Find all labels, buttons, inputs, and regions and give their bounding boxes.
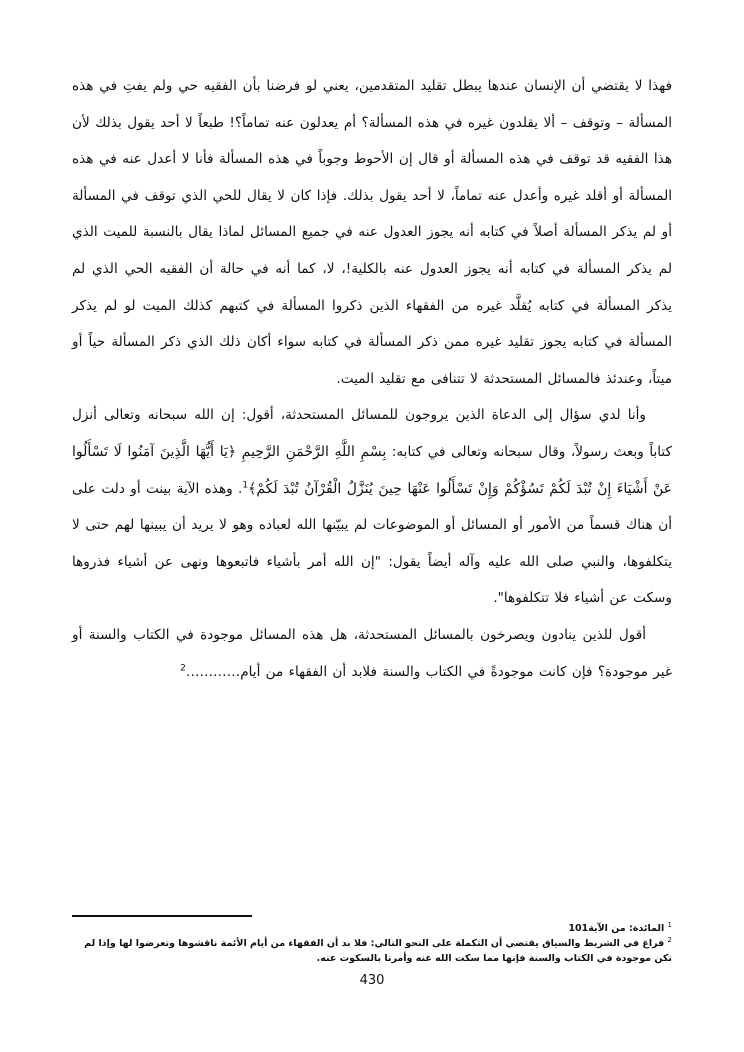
footnote-text: فراغ في الشريط والسياق يقتضي أن التكملة على النحو التالي: فلا بد أن الفقهاء من أيام الأئمة ناقشوها وتعرضوا لها وإذا لم تكن موجودة في الكتاب والسنة فإنها مما سكت الله عنه وأمرنا بالسكوت عنه. <box>84 938 672 964</box>
footnotes <box>72 921 672 966</box>
paragraph-2-intro: وأنا لدي سؤال إلى الدعاة الذين يروجون للمسائل المستحدثة، أقول: إن الله سبحانه وتعالى أنزل كتاباً وبعث رسولاً، وقال سبحانه وتعالى في كتابه: <box>72 407 672 460</box>
footnote-1 <box>72 921 672 936</box>
paragraph-3 <box>72 617 672 690</box>
page-number: 430 <box>359 973 385 988</box>
paragraph-2 <box>72 397 672 617</box>
footnote-ref-2[interactable]: 2 <box>180 662 186 673</box>
footnote-text: المائدة: من الآية101 <box>568 923 665 934</box>
footnote-number: 2 <box>667 935 672 944</box>
paragraph-3-text: أقول للذين ينادون ويصرخون بالمسائل المستحدثة، هل هذه المسائل موجودة في الكتاب والسنة أو غير موجودة؟ فإن كانت موجودةً في الكتاب والسنة فلابد أن الفقهاء من أيام <box>72 626 672 680</box>
footnote-ref-1[interactable]: 1 <box>242 480 249 490</box>
quran-verse: بِسْمِ اللَّهِ الرَّحْمَنِ الرَّحِيمِ ﴿يَا أَيُّهَا الَّذِينَ آمَنُوا لَا تَسْأَلُوا عَنْ أَشْيَاءَ إِنْ تُبْدَ لَكُمْ تَسُؤْكُمْ وَإِنْ تَسْأَلُوا عَنْهَا حِينَ يُنَزَّلُ الْقُرْآنُ تُبْدَ لَكُمْ﴾ <box>72 443 672 497</box>
footnote-number: 1 <box>667 920 672 929</box>
footnote-separator <box>72 915 252 917</box>
paragraph-2-continuation: . وهذه الآية بينت أو دلت على أن هناك قسماً من الأمور أو المسائل أو الموضوعات لم يبيّنها الله لعباده وهو لا يريد أن يبينها لهم حتى لا يتكلفوها، والنبي صلى الله عليه وآله أيضاً يقول: "إن الله أمر بأشياء فاتبعوها ونهى عن أشياء فذروها وسكت عن أشياء فلا تتكلفوها". <box>72 480 672 607</box>
ellipsis-dots: ………… <box>185 663 241 680</box>
footnote-2 <box>72 936 672 966</box>
main-text <box>72 68 672 690</box>
paragraph-1: فهذا لا يقتضي أن الإنسان عندها يبطل تقليد المتقدمين، يعني لو فرضنا بأن الفقيه حي ولم يفتِ في هذه المسألة – وتوقف – ألا يقلدون غيره في هذه المسألة؟ أم يعدلون عنه تماماً؟! طبعاً لا أحد يقول بذلك لأن هذا الفقيه قد توقف في هذه المسألة أو قال إن الأحوط وجوباً في هذه المسألة فأنا لا أعدل عنه في هذه المسألة أو أقلد غيره وأعدل عنه تماماً، لا أحد يقول بذلك. فإذا كان لا يقال للحي الذي توقف في المسألة أو لم يذكر المسألة أصلاً في كتابه أنه يجوز العدول عنه في جميع المسائل لماذا يقال بالنسبة للميت الذي لم يذكر المسألة في كتابه أنه يجوز العدول عنه بالكلية!، لا، كما أنه في حالة أن الفقيه الحي الذي لم يذكر المسألة في كتابه يُقلَّد غيره من الفقهاء الذين ذكروا المسألة في كتبهم كذلك الميت لو لم يذكر المسألة في كتابه يجوز تقليد غيره ممن ذكر المسألة في كتابه سواء أكان ذلك الذي ذكر المسألة حياً أو ميتاً، وعندئذ فالمسائل المستحدثة لا تتنافى مع تقليد الميت. <box>72 78 672 387</box>
